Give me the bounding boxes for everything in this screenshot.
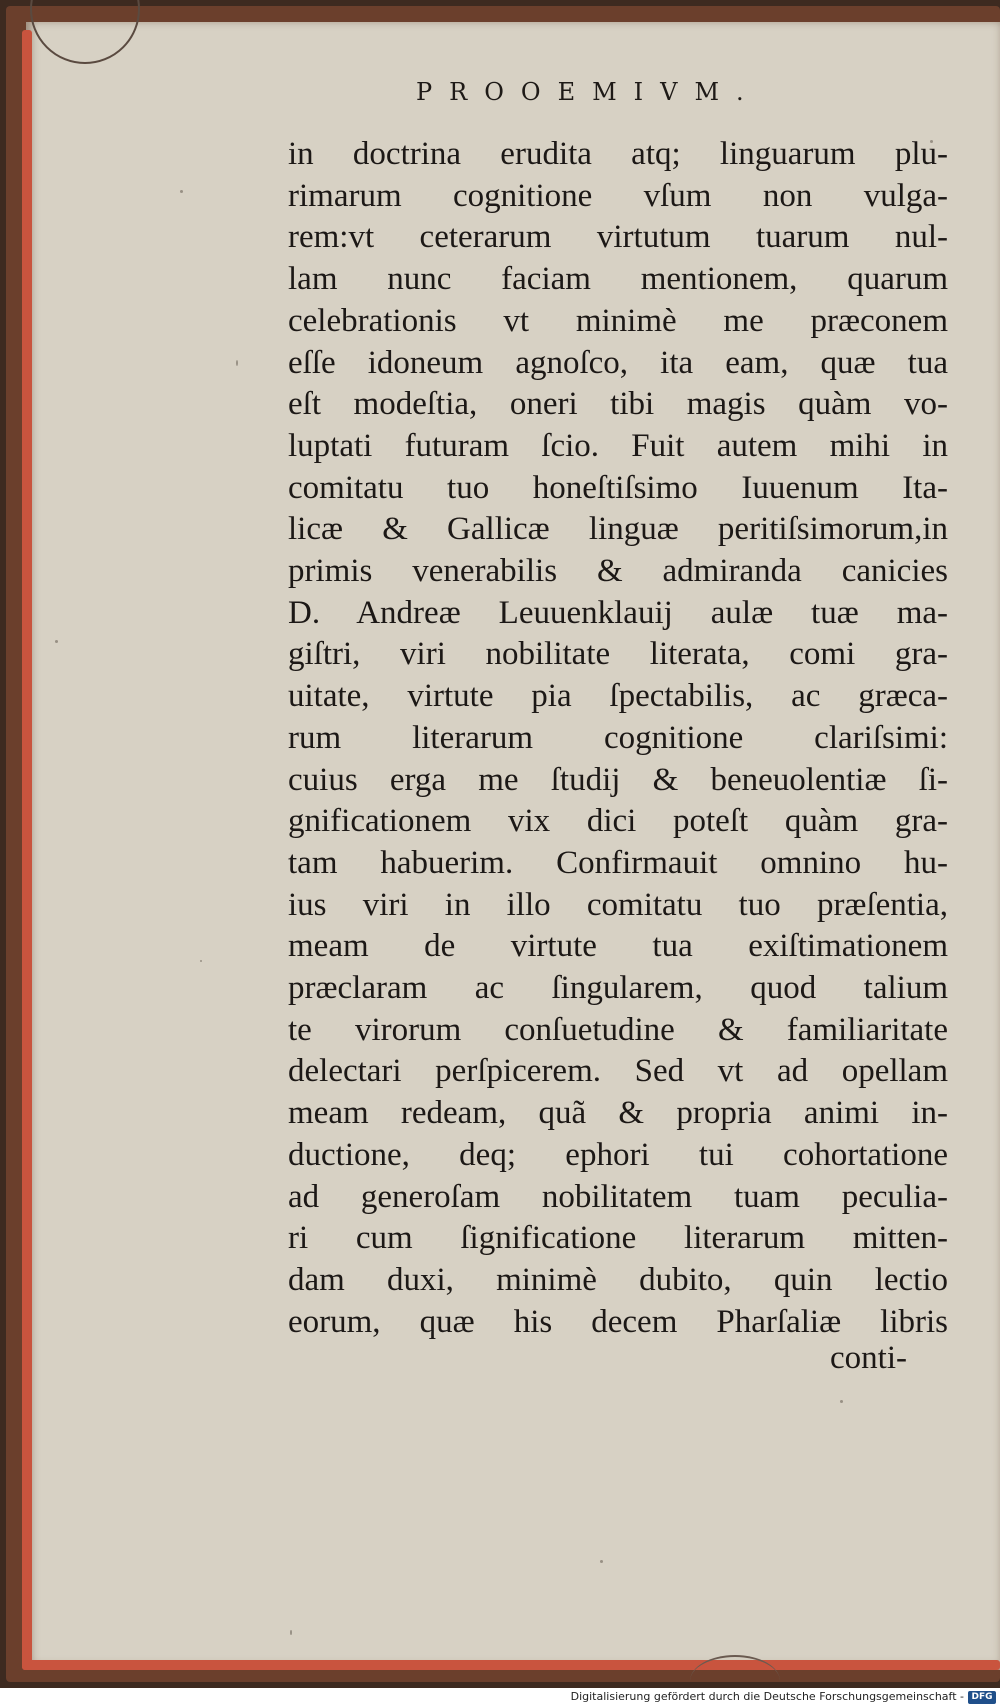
paper-speck xyxy=(236,360,238,366)
text-line: te virorum conſuetudine & familiaritate xyxy=(288,1011,948,1048)
footer-bar xyxy=(0,1688,1000,1708)
paper-speck xyxy=(55,640,58,643)
body-text xyxy=(288,134,948,1343)
text-line: eſſe idoneum agnoſco, ita eam, quæ tua xyxy=(288,344,948,381)
funding-credit: Digitalisierung gefördert durch die Deutsche Forschungsgemeinschaft - xyxy=(570,1690,964,1703)
text-line: gnificationem vix dici poteſt quàm gra- xyxy=(288,803,948,840)
text-line: præclaram ac ſingularem, quod talium xyxy=(288,970,948,1007)
text-line: ius viri in illo comitatu tuo præſentia, xyxy=(288,886,948,923)
text-line: eorum, quæ his decem Pharſaliæ libris xyxy=(288,1303,948,1340)
text-line: giſtri, viri nobilitate literata, comi gra- xyxy=(288,636,948,673)
dfg-logo-icon: DFG xyxy=(968,1691,996,1704)
text-line: celebrationis vt minimè me præconem xyxy=(288,302,948,339)
text-line: delectari perſpicerem. Sed vt ad opellam xyxy=(288,1053,948,1090)
text-line: rem:vt ceterarum virtutum tuarum nul- xyxy=(288,219,948,256)
paper-speck xyxy=(600,1560,603,1563)
text-line: rimarum cognitione vſum non vulga- xyxy=(288,177,948,214)
text-line: in doctrina erudita atq; linguarum plu- xyxy=(288,136,948,172)
text-line: ductione, deq; ephori tui cohortatione xyxy=(288,1136,948,1173)
text-line: primis venerabilis & admiranda canicies xyxy=(288,553,948,590)
red-page-edge-bottom xyxy=(22,1660,1000,1670)
text-line: D. Andreæ Leuuenklauij aulæ tuæ ma- xyxy=(288,594,948,631)
text-line: comitatu tuo honeſtiſsimo Iuuenum Ita- xyxy=(288,469,948,506)
text-line: licæ & Gallicæ linguæ peritiſsimorum,in xyxy=(288,511,948,548)
text-line: lam nunc faciam mentionem, quarum xyxy=(288,261,948,298)
paper-speck xyxy=(840,1400,843,1403)
paper-speck xyxy=(180,190,183,193)
paper-speck xyxy=(290,1630,292,1635)
text-line: meam redeam, quã & propria animi in- xyxy=(288,1095,948,1132)
paper-speck xyxy=(200,960,202,962)
text-line: dam duxi, minimè dubito, quin lectio xyxy=(288,1261,948,1298)
running-head: PROOEMIVM. xyxy=(416,78,761,106)
text-line: ri cum ſignificatione literarum mitten- xyxy=(288,1220,948,1257)
text-line: uitate, virtute pia ſpectabilis, ac græca- xyxy=(288,678,948,715)
red-page-edge-left xyxy=(22,30,32,1670)
text-line: cuius erga me ſtudij & beneuolentiæ ſi- xyxy=(288,761,948,798)
text-line: ad generoſam nobilitatem tuam peculia- xyxy=(288,1178,948,1215)
text-line: meam de virtute tua exiſtimationem xyxy=(288,928,948,965)
text-line: tam habuerim. Confirmauit omnino hu- xyxy=(288,844,948,881)
text-line: rum literarum cognitione clariſsimi: xyxy=(288,719,948,756)
text-line: eſt modeſtia, oneri tibi magis quàm vo- xyxy=(288,386,948,423)
text-line: luptati futuram ſcio. Fuit autem mihi in xyxy=(288,427,948,464)
catchword: conti- xyxy=(830,1340,907,1376)
